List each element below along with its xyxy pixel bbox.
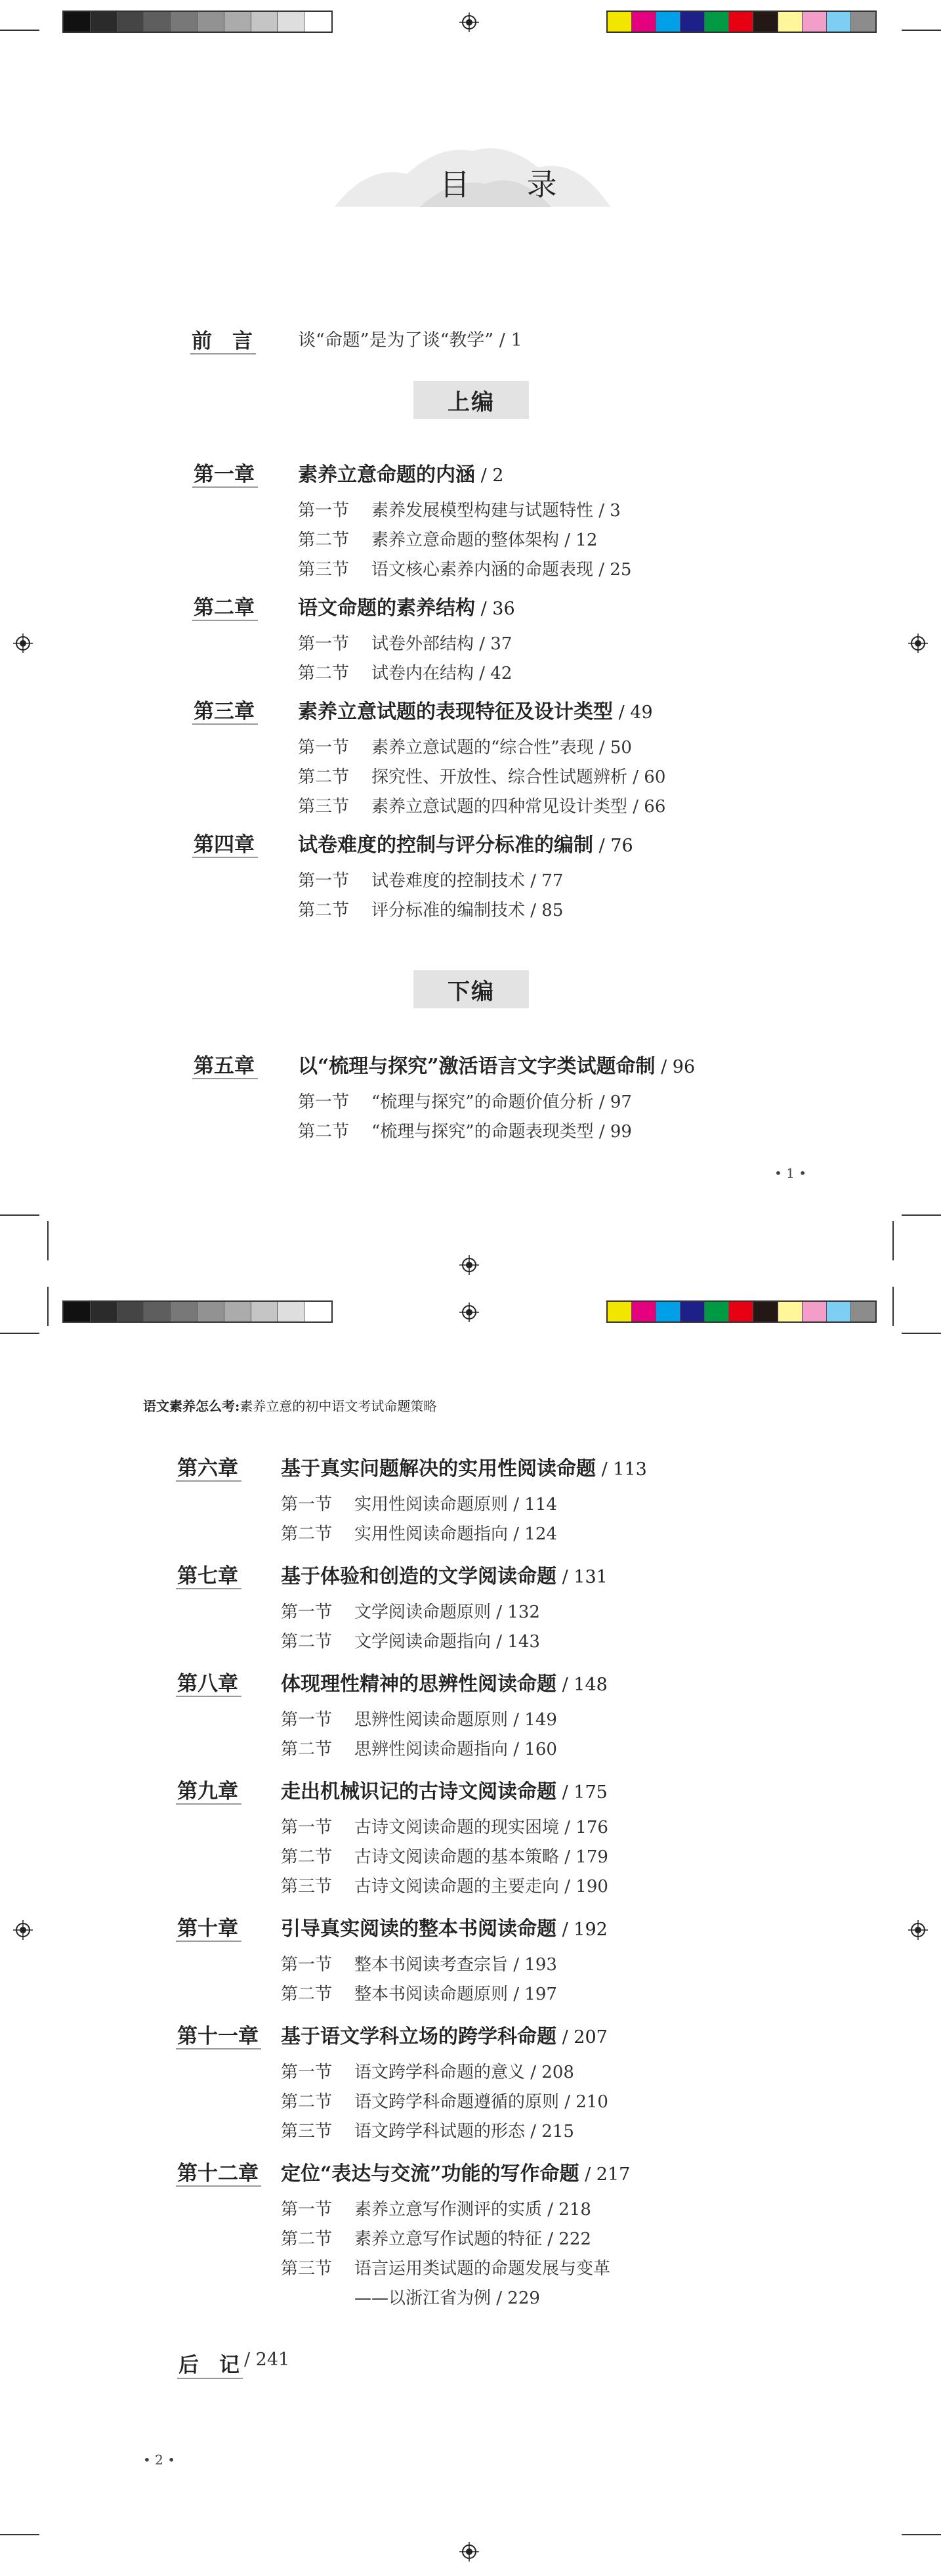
gray-swatch [224, 12, 251, 32]
section-label: 第三节 [298, 797, 350, 817]
section-label: 第一节 [298, 1092, 350, 1112]
afterword-label: 后 记 [178, 2353, 240, 2377]
chapter-title-text: 引导真实阅读的整本书阅读命题 [281, 1918, 556, 1941]
chapter-title-text: 以“梳理与探究”激活语言文字类试题命制 [298, 1055, 656, 1078]
section-label: 第二节 [298, 664, 350, 683]
section-title: 素养立意试题的“综合性”表现 / 50 [371, 738, 632, 758]
section-entry[interactable] [298, 1088, 632, 1113]
section-entry[interactable] [298, 526, 597, 551]
chapter-label[interactable]: 第十一章 [177, 2025, 259, 2048]
section-entry[interactable] [298, 497, 621, 521]
gray-swatch [304, 12, 331, 32]
crop-mark [892, 1221, 894, 1260]
chapter-title-text: 试卷难度的控制与评分标准的编制 [298, 834, 593, 857]
chapter-title-text: 素养立意试题的表现特征及设计类型 [298, 700, 613, 723]
chapter-underline [176, 1941, 241, 1942]
chapter-page-number: / 207 [556, 2027, 608, 2048]
gray-swatch [91, 1302, 117, 1321]
chapter-underline [176, 1480, 241, 1482]
chapter-label[interactable]: 第一章 [194, 463, 255, 486]
section-title: 语文跨学科命题遵循的原则 / 210 [354, 2092, 608, 2112]
section-entry[interactable] [281, 2059, 574, 2083]
section-entry[interactable] [298, 793, 665, 817]
section-title: “梳理与探究”的命题价值分析 / 97 [371, 1092, 632, 1112]
chapter-underline [177, 2378, 243, 2379]
section-label: 第二节 [298, 1122, 350, 1142]
section-label: 第一节 [281, 1602, 333, 1622]
registration-mark-icon [459, 1302, 479, 1322]
section-title: 语文跨学科命题的意义 / 208 [354, 2063, 574, 2082]
gray-swatch [171, 12, 198, 32]
running-head-book-title: 语文素养怎么考: [143, 1398, 240, 1414]
section-title: 素养发展模型构建与试题特性 / 3 [371, 501, 621, 521]
section-entry[interactable] [281, 2118, 574, 2142]
chapter-underline [192, 620, 258, 621]
color-swatch [851, 12, 875, 32]
section-title: 语言运用类试题的命题发展与变革 [354, 2259, 611, 2279]
section-title: 文学阅读命题指向 / 143 [354, 1632, 540, 1652]
chapter-page-number: / 2 [475, 465, 504, 486]
page-number: • 2 • [143, 2452, 176, 2468]
section-entry[interactable] [281, 1706, 557, 1730]
chapter-page-number: / 49 [613, 702, 653, 723]
section-continuation: ——以浙江省为例 / 229 [354, 2288, 540, 2308]
color-swatch [680, 12, 705, 32]
crop-mark [892, 1287, 894, 1326]
chapter-title[interactable] [281, 1775, 608, 1804]
section-entry[interactable] [281, 2196, 591, 2220]
gray-swatch [64, 12, 91, 32]
preface-label: 前 言 [192, 330, 253, 353]
crop-mark [902, 30, 941, 31]
crop-mark [0, 2534, 39, 2535]
gray-swatch [144, 12, 171, 32]
crop-mark [902, 1214, 941, 1216]
section-title: 语文跨学科试题的形态 / 215 [354, 2122, 574, 2141]
chapter-label[interactable]: 第八章 [177, 1672, 238, 1696]
crop-mark [0, 30, 39, 31]
section-title: 素养立意试题的四种常见设计类型 / 66 [371, 797, 666, 817]
section-entry[interactable] [281, 1843, 608, 1868]
section-entry[interactable] [298, 556, 631, 580]
crop-mark [0, 1333, 39, 1334]
section-title: 试卷难度的控制技术 / 77 [371, 871, 564, 891]
gray-swatch [91, 12, 117, 32]
toc-title: 目 录 [440, 167, 581, 202]
crop-mark [47, 1221, 49, 1260]
grayscale-color-bar [62, 1300, 333, 1323]
section-entry[interactable] [281, 1981, 557, 2005]
section-title: 文学阅读命题原则 / 132 [354, 1602, 540, 1622]
crop-mark [47, 1287, 49, 1326]
section-title: 试卷外部结构 / 37 [371, 634, 512, 654]
section-entry[interactable] [281, 2088, 608, 2113]
section-label: 第二节 [298, 530, 350, 550]
section-label: 第一节 [281, 1710, 333, 1730]
chapter-title-text: 定位“表达与交流”功能的写作命题 [281, 2162, 579, 2185]
section-title: 评分标准的编制技术 / 85 [371, 901, 564, 920]
cmyk-color-bar [606, 11, 877, 33]
color-swatch [729, 12, 753, 32]
chapter-label[interactable]: 第七章 [177, 1564, 238, 1588]
chapter-label[interactable]: 第六章 [177, 1457, 238, 1480]
chapter-underline [192, 1078, 258, 1079]
section-label: 第二节 [281, 2229, 333, 2249]
color-swatch [753, 12, 778, 32]
chapter-underline [176, 2185, 261, 2187]
section-title: 思辨性阅读命题原则 / 149 [354, 1710, 557, 1730]
section-label: 第三节 [281, 2122, 333, 2141]
gray-swatch [198, 1302, 224, 1321]
chapter-underline [176, 2048, 261, 2050]
chapter-underline [176, 1803, 241, 1805]
section-label: 第二节 [281, 2092, 333, 2112]
section-entry[interactable] [281, 2225, 591, 2250]
color-swatch [705, 12, 729, 32]
color-swatch [803, 12, 827, 32]
gray-swatch [171, 1302, 198, 1321]
section-entry[interactable] [281, 1628, 540, 1652]
registration-mark-icon [13, 1920, 33, 1940]
gray-swatch [251, 1302, 278, 1321]
chapter-title[interactable] [281, 1452, 647, 1481]
color-swatch [803, 1302, 827, 1321]
section-label: 第一节 [281, 1955, 333, 1975]
chapter-page-number: / 96 [655, 1057, 696, 1077]
grayscale-color-bar [62, 11, 333, 33]
toc-page-1 [0, 0, 941, 1221]
chapter-title-text: 基于真实问题解决的实用性阅读命题 [281, 1457, 596, 1480]
section-label: 第二节 [298, 901, 350, 920]
color-swatch [656, 12, 680, 32]
section-label: 第一节 [298, 501, 350, 521]
section-label: 第二节 [281, 1847, 333, 1867]
chapter-page-number: / 148 [556, 1675, 608, 1695]
section-entry[interactable] [281, 1873, 608, 1897]
chapter-title[interactable] [298, 1050, 695, 1079]
section-title: 语文核心素养内涵的命题表现 / 25 [371, 560, 632, 580]
color-swatch [608, 1302, 632, 1321]
chapter-page-number: / 192 [556, 1920, 608, 1940]
registration-mark-icon [908, 633, 928, 653]
section-entry[interactable] [281, 1520, 557, 1545]
gray-swatch [224, 1302, 251, 1321]
section-title: 实用性阅读命题指向 / 124 [354, 1524, 557, 1544]
color-swatch [827, 12, 851, 32]
section-entry[interactable] [298, 660, 512, 684]
chapter-page-number: / 217 [579, 2164, 631, 2185]
gray-swatch [117, 12, 144, 32]
gray-swatch [64, 1302, 91, 1321]
section-label: 第一节 [281, 2200, 333, 2220]
section-label: 第一节 [298, 738, 350, 758]
section-entry[interactable] [298, 630, 512, 655]
registration-mark-icon [459, 1255, 479, 1275]
section-title: 古诗文阅读命题的基本策略 / 179 [354, 1847, 608, 1867]
section-label: 第一节 [281, 1495, 333, 1514]
section-label: 第一节 [298, 871, 350, 891]
section-entry[interactable] [298, 1118, 632, 1142]
running-head [143, 1396, 436, 1415]
chapter-page-number: / 175 [556, 1782, 608, 1803]
section-title: “梳理与探究”的命题表现类型 / 99 [371, 1122, 632, 1142]
chapter-title-text: 基于语文学科立场的跨学科命题 [281, 2025, 556, 2048]
section-title: 素养立意写作试题的特征 / 222 [354, 2229, 591, 2249]
chapter-label[interactable]: 第十二章 [177, 2162, 259, 2185]
chapter-title-text: 走出机械识记的古诗文阅读命题 [281, 1780, 556, 1803]
gray-swatch [144, 1302, 171, 1321]
color-swatch [680, 1302, 705, 1321]
chapter-title[interactable] [298, 458, 503, 487]
afterword-page: / 241 [244, 2350, 290, 2370]
chapter-underline [190, 353, 256, 354]
gray-swatch [304, 1302, 331, 1321]
section-label: 第三节 [281, 1877, 333, 1897]
chapter-title-text: 语文命题的素养结构 [298, 597, 475, 620]
section-label: 第二节 [298, 767, 350, 787]
chapter-page-number: / 36 [475, 599, 515, 619]
color-swatch [778, 12, 803, 32]
chapter-title[interactable] [281, 2157, 630, 2186]
section-title: 实用性阅读命题原则 / 114 [354, 1495, 557, 1514]
section-entry[interactable] [281, 1599, 540, 1623]
color-swatch [632, 1302, 656, 1321]
section-label: 第二节 [281, 1740, 333, 1759]
section-title: 思辨性阅读命题指向 / 160 [354, 1740, 557, 1759]
section-entry[interactable] [298, 867, 563, 891]
registration-mark-icon [908, 1920, 928, 1940]
part-lower-heading: 下编 [413, 970, 529, 1008]
section-title: 整本书阅读考查宗旨 / 193 [354, 1955, 557, 1975]
chapter-label[interactable]: 第三章 [194, 700, 255, 723]
section-entry[interactable] [281, 1951, 557, 1975]
section-entry[interactable] [298, 763, 665, 788]
gray-swatch [251, 12, 278, 32]
section-label: 第三节 [298, 560, 350, 580]
section-entry[interactable] [298, 734, 632, 758]
part-upper-heading: 上编 [413, 381, 529, 419]
chapter-title-text: 体现理性精神的思辨性阅读命题 [281, 1673, 556, 1696]
section-label: 第一节 [281, 2063, 333, 2082]
chapter-title[interactable] [281, 1560, 608, 1589]
section-title: 素养立意命题的整体架构 / 12 [371, 530, 598, 550]
section-label: 第二节 [281, 1524, 333, 1544]
section-entry[interactable] [298, 897, 563, 921]
color-swatch [729, 1302, 753, 1321]
chapter-page-number: / 76 [593, 836, 633, 856]
section-entry[interactable] [281, 1736, 557, 1760]
chapter-underline [176, 1588, 241, 1589]
preface-entry: 谈“命题”是为了谈“教学” / 1 [298, 330, 522, 351]
section-title: 古诗文阅读命题的主要走向 / 190 [354, 1877, 608, 1897]
chapter-underline [192, 486, 258, 488]
section-title: 探究性、开放性、综合性试题辨析 / 60 [371, 767, 666, 787]
cmyk-color-bar [606, 1300, 877, 1323]
gray-swatch [117, 1302, 144, 1321]
chapter-label[interactable]: 第九章 [177, 1780, 238, 1803]
running-head-subtitle: 素养立意的初中语文考试命题策略 [240, 1398, 437, 1414]
chapter-title[interactable] [281, 1667, 608, 1696]
color-swatch [827, 1302, 851, 1321]
chapter-label[interactable]: 第十章 [177, 1917, 238, 1941]
section-entry[interactable] [281, 1814, 608, 1838]
chapter-title[interactable] [281, 2020, 608, 2049]
chapter-label[interactable]: 第五章 [194, 1054, 255, 1078]
chapter-title[interactable] [281, 1912, 608, 1941]
color-swatch [656, 1302, 680, 1321]
chapter-page-number: / 131 [556, 1567, 608, 1587]
chapter-label[interactable]: 第二章 [194, 596, 255, 620]
color-swatch [753, 1302, 778, 1321]
chapter-title[interactable] [298, 695, 653, 724]
chapter-underline [192, 723, 258, 725]
color-swatch [705, 1302, 729, 1321]
gray-swatch [278, 1302, 304, 1321]
section-title: 试卷内在结构 / 42 [371, 664, 512, 683]
chapter-title-text: 基于体验和创造的文学阅读命题 [281, 1565, 556, 1588]
color-swatch [851, 1302, 875, 1321]
registration-mark-icon [13, 633, 33, 653]
section-label: 第一节 [281, 1818, 333, 1837]
chapter-title-text: 素养立意命题的内涵 [298, 463, 475, 486]
crop-mark [902, 1333, 941, 1334]
registration-mark-icon [459, 12, 479, 32]
gray-swatch [198, 12, 224, 32]
section-title: 整本书阅读命题原则 / 197 [354, 1985, 557, 2004]
gray-swatch [278, 12, 304, 32]
section-entry[interactable] [281, 2255, 610, 2279]
section-label: 第三节 [281, 2259, 333, 2279]
chapter-title[interactable] [298, 828, 633, 857]
section-entry[interactable] [281, 1491, 557, 1515]
color-swatch [632, 12, 656, 32]
section-title: 古诗文阅读命题的现实困境 / 176 [354, 1818, 608, 1837]
crop-mark [0, 1214, 39, 1216]
color-swatch [778, 1302, 803, 1321]
color-swatch [608, 12, 632, 32]
registration-mark-icon [459, 2542, 479, 2562]
crop-mark [902, 2534, 941, 2535]
chapter-underline [176, 1696, 241, 1697]
toc-page-2 [0, 1287, 941, 2576]
chapter-label[interactable]: 第四章 [194, 833, 255, 857]
chapter-underline [192, 857, 258, 858]
chapter-title[interactable] [298, 591, 515, 620]
section-title: 素养立意写作测评的实质 / 218 [354, 2200, 591, 2220]
section-label: 第二节 [281, 1985, 333, 2004]
chapter-page-number: / 113 [596, 1459, 647, 1480]
page-number: • 1 • [774, 1165, 807, 1181]
section-label: 第一节 [298, 634, 350, 654]
section-label: 第二节 [281, 1632, 333, 1652]
